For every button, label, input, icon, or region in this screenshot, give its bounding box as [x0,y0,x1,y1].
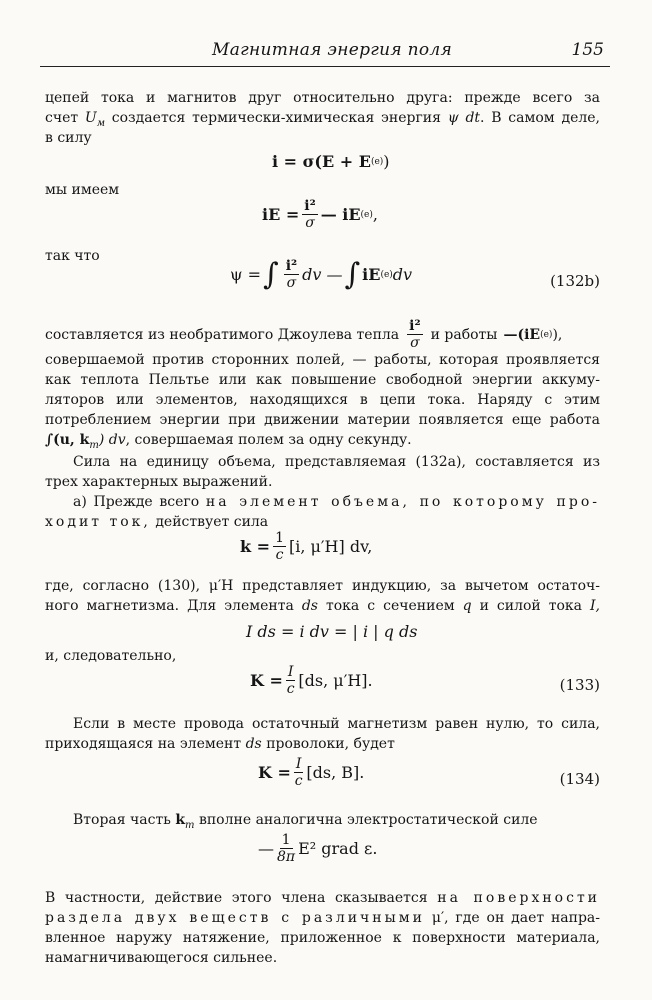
text-line: Сила на единицу объема, представляемая (132a), составляется из [73,454,600,470]
text-line: как теплота Пельтье или как повышение свободной энергии аккуму- [45,372,600,388]
equation-number: (133) [559,676,600,694]
equation-number: (132b) [550,272,600,290]
text-line: Вторая часть $k_m$ вполне аналогична электростатической силе [73,812,538,831]
text-span: ), [552,326,563,343]
fraction: $\frac{\text{i²}}{\sigma}$ [409,318,421,351]
symbol-psi-dt: ψ dt [447,110,481,126]
text-line: так что [45,248,100,264]
text-line: мы имеем [45,182,120,198]
equation-number: (134) [559,770,600,788]
header-rule [40,66,610,67]
text-line: и, следовательно, [45,648,177,664]
page-number: 155 [571,40,604,60]
text-span: —(iE [503,326,541,343]
text-line: ∫(u, $k_m$) dv, совершаемая полем за одну секунду. [45,432,412,451]
text-line: составляется из необратимого Джоулева тепла $\frac{\text{i²}}{\sigma}$ и работы —(iE (e) ), [45,318,563,351]
text-span: составляется из необратимого Джоулева тепла [45,326,400,343]
text-line: совершаемой против сторонних полей, — работы, которая проявляется [45,352,600,368]
text-line: В частности, действие этого члена сказывается на поверхности [45,890,601,906]
text-line: цепей тока и магнитов друг относительно друга: прежде всего за [45,90,600,106]
text-line: a) Прежде всего на элемент объема, по которому про- [73,494,600,510]
text-line: Если в месте провода остаточный магнетизм равен нулю, то сила, [73,716,600,732]
text-span: счет [45,110,79,126]
text-span: и работы [430,326,498,343]
equation-ohm-law: i = σ(E + E (e) ) [272,152,390,171]
equation-force-k: k = $\frac{1}{c}$ [i, μ′H] dv, [240,530,373,563]
text-line: намагничивающегося сильнее. [45,950,278,966]
text-line: потреблением энергии при движении материи появляется еще работа [45,412,600,428]
text-line: ходит ток, действует сила [45,514,269,530]
text-line: ного магнетизма. Для элемента ds тока с сечением q и силой тока I, [45,598,601,614]
text-line: где, согласно (130), μ′H представляет индукцию, за вычетом остаточ- [45,578,600,594]
running-title: Магнитная энергия поля [212,40,453,60]
equation-electrostatic-force: — $\frac{1}{8\pi}$ E² grad ε. [258,832,378,865]
text-line: в силу [45,130,92,146]
symbol-U: $U_м$ [84,110,106,129]
running-header [40,40,610,66]
text-span: . В самом деле, [480,110,600,126]
text-line: приходящаяся на элемент ds проволоки, будет [45,736,395,752]
equation-iE: iE = $\frac{\text{i²}}{\sigma}$ — iE (e) , [262,198,378,231]
text-line: раздела двух веществ с различными μ′, где он дает напра- [45,910,601,926]
text-span: создается термически-химическая энергия [111,110,441,126]
equation-134: K = $\frac{I}{c}$ [ds, B]. [258,756,365,789]
text-line: вленное наружу натяжение, приложенное к поверхности материала, [45,930,600,946]
text-line: ляторов или элементов, находящихся в цепи тока. Наряду с этим [45,392,600,408]
equation-133: K = $\frac{I}{c}$ [ds, μ′H]. [250,664,373,697]
text-line: трех характерных выражений. [45,474,273,490]
equation-psi: ψ = ∫ $\frac{\text{i²}}{\sigma}$ dv — ∫ iE (e) dv [230,256,413,292]
equation-current-element: I ds = i dv = | i | q ds [246,622,418,641]
